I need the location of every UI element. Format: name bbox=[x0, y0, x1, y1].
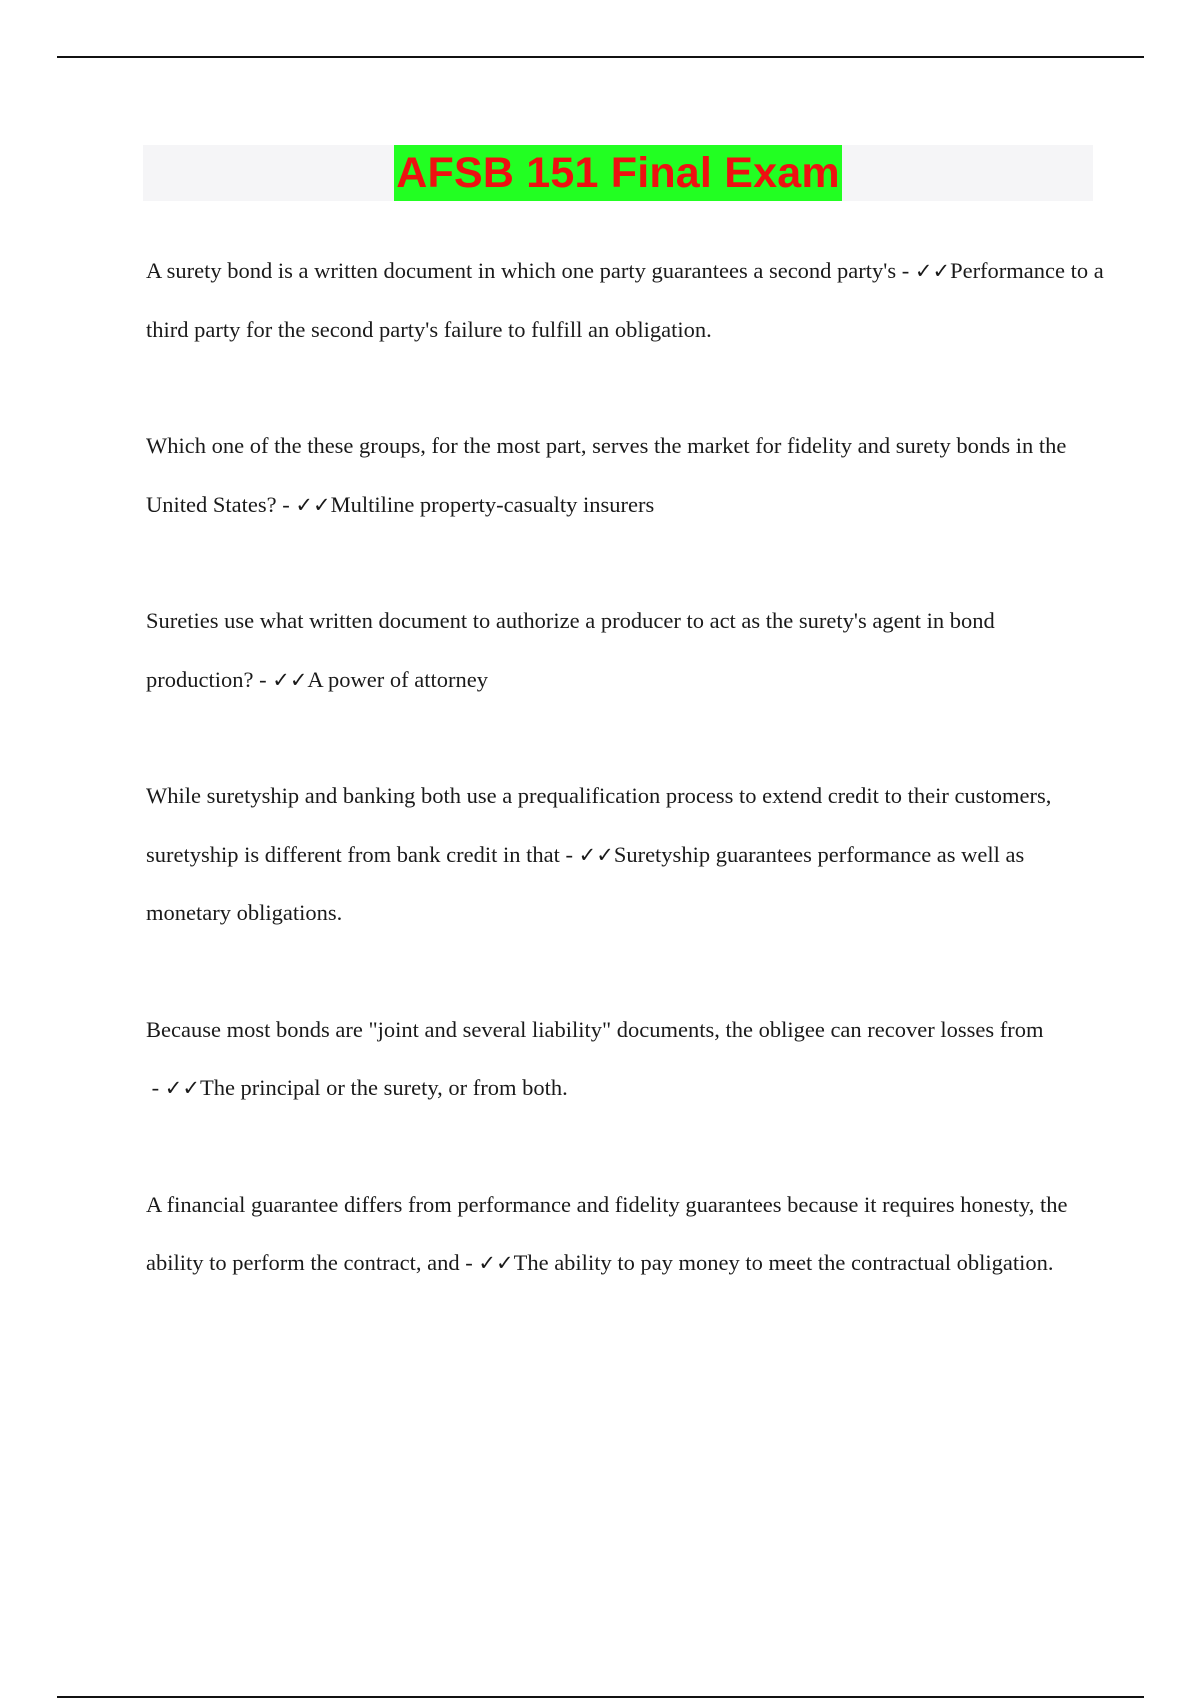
qa-item-4 bbox=[146, 767, 1106, 943]
qa-item-1 bbox=[146, 242, 1106, 359]
question-text: Which one of the these groups, for the most part, serves the market for fidelity and surety bonds in the United States? bbox=[146, 433, 1067, 517]
separator: - bbox=[896, 258, 915, 283]
separator: - bbox=[459, 1250, 479, 1275]
page-title: AFSB 151 Final Exam bbox=[394, 145, 842, 201]
check-mark-icon: ✓✓ bbox=[914, 259, 951, 283]
check-mark-icon: ✓✓ bbox=[164, 1076, 200, 1100]
check-mark-icon: ✓✓ bbox=[272, 667, 308, 692]
check-mark-icon: ✓✓ bbox=[478, 1251, 514, 1275]
question-text: A financial guarantee differs from performance and fidelity guarantees because it requires honesty, the ability to perform the contract, and bbox=[146, 1191, 1068, 1275]
separator: - bbox=[146, 1075, 165, 1100]
qa-item-5 bbox=[146, 1001, 1106, 1118]
qa-list bbox=[146, 242, 1106, 1351]
answer-text: Multiline property-casualty insurers bbox=[330, 491, 655, 517]
answer-text: The ability to pay money to meet the contractual obligation. bbox=[513, 1250, 1054, 1275]
answer-text: Performance to a third party for the second party's failure to fulfill an obligation. bbox=[146, 258, 1104, 342]
check-mark-icon: ✓✓ bbox=[578, 842, 614, 867]
question-text: While suretyship and banking both use a prequalification process to extend credit to their customers, suretyship is different from bank credit in that bbox=[146, 783, 1052, 867]
qa-item-6 bbox=[146, 1176, 1106, 1293]
separator: - bbox=[253, 666, 273, 692]
question-text: Sureties use what written document to authorize a producer to act as the surety's agent in bond production? bbox=[146, 608, 995, 692]
qa-item-3 bbox=[146, 592, 1106, 709]
footer-rule bbox=[57, 1696, 1144, 1698]
separator: - bbox=[559, 841, 579, 867]
header-rule bbox=[57, 56, 1144, 58]
check-mark-icon: ✓✓ bbox=[295, 492, 331, 517]
answer-text: Suretyship guarantees performance as well as monetary obligations. bbox=[146, 841, 1025, 925]
question-text: Because most bonds are "joint and several liability" documents, the obligee can recover losses from bbox=[146, 1016, 1044, 1042]
title-band bbox=[143, 145, 1093, 201]
answer-text: A power of attorney bbox=[307, 666, 488, 692]
separator: - bbox=[276, 491, 296, 517]
qa-item-2 bbox=[146, 417, 1106, 534]
question-text: A surety bond is a written document in which one party guarantees a second party's bbox=[146, 258, 897, 283]
answer-text: The principal or the surety, or from both. bbox=[199, 1075, 568, 1100]
